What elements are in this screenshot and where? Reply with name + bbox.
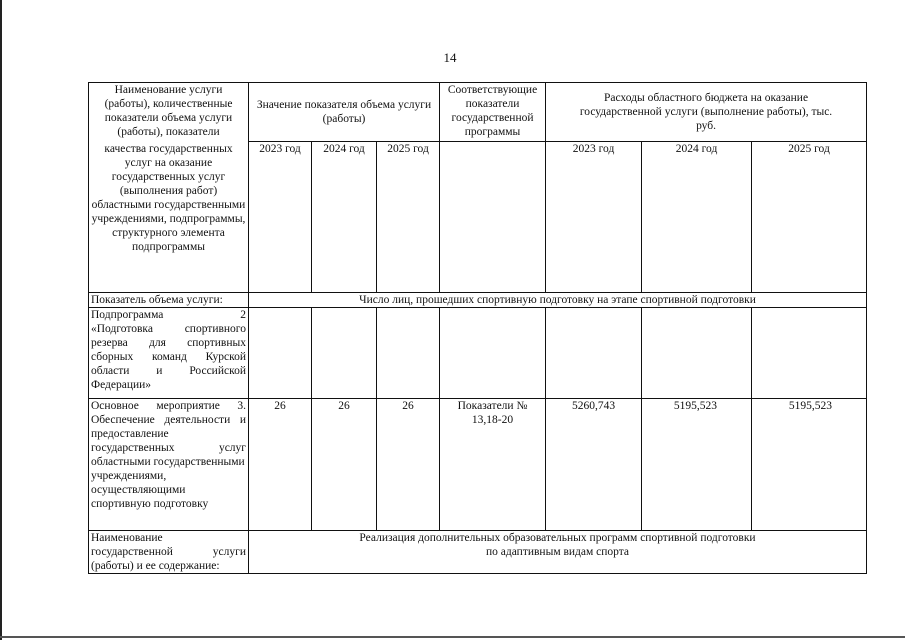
volume-indicator-label: Показатель объема услуги: [89,293,249,308]
service-name-value-line1: Реализация дополнительных образовательных программ спортивной подготовки [359,532,756,544]
years-row [89,142,867,293]
main-event-value-2024: 26 [312,399,377,531]
main-event-title-justified: Основное мероприятие 3. Обеспечение деятельности и предоставление государственных услуг [91,400,246,454]
empty-cell [752,308,867,399]
year-value-2025: 2025 год [377,142,440,293]
header-expenses: Расходы областного бюджета на оказание государственной услуги (выполнение работы), тыс. руб. [546,83,867,142]
empty-cell [440,142,546,293]
page-number: 14 [443,50,457,65]
subprogram-line1: Подпрограмма 2 [91,309,246,321]
main-event-expense-2023: 5260,743 [546,399,642,531]
header-row [89,83,867,142]
main-event-cell [89,399,249,531]
scan-bottom-edge [0,636,905,638]
year-expense-2024: 2024 год [642,142,752,293]
header-service-name-top: Наименование услуги (работы), количественные показатели объема услуги (работы), показатели [89,83,249,142]
subprogram-cell [89,308,249,399]
main-event-title-rest: областными государственными учреждениями, осуществляющими спортивную подготовку [91,456,245,510]
main-event-value-2023: 26 [249,399,312,531]
year-value-2024: 2024 год [312,142,377,293]
main-event-indicators: Показатели № 13,18-20 [440,399,546,531]
service-name-label-justified: Наименование государственной услуги [91,532,246,558]
main-event-row [89,399,867,531]
volume-indicator-value: Число лиц, прошедших спортивную подготовку на этапе спортивной подготовки [249,293,867,308]
header-indicator-value: Значение показателя объема услуги (работы) [249,83,440,142]
empty-cell [546,308,642,399]
volume-indicator-row [89,293,867,308]
header-service-name-bottom: качества государственных услуг на оказание государственных услуг (выполнения работ) областными государственными учреждениями, подпрограммы, структурного элемента подпрограммы [89,142,249,293]
main-event-value-2025: 26 [377,399,440,531]
budget-table [88,82,867,574]
year-expense-2025: 2025 год [752,142,867,293]
empty-cell [642,308,752,399]
service-name-label-rest: (работы) и ее содержание: [91,560,220,572]
service-name-value-line2: по адаптивным видам спорта [485,546,630,558]
year-value-2023: 2023 год [249,142,312,293]
main-event-expense-2024: 5195,523 [642,399,752,531]
subprogram-line2: «Подготовка спортивного резерва для спортивных сборных команд Курской области и Российской [91,323,246,377]
empty-cell [312,308,377,399]
subprogram-line3: Федерации» [91,379,152,391]
main-event-expense-2025: 5195,523 [752,399,867,531]
empty-cell [440,308,546,399]
service-name-row [89,531,867,574]
scan-left-edge [0,0,2,640]
header-program-indicators: Соответствующие показатели государственной программы [440,83,546,142]
empty-cell [377,308,440,399]
empty-cell [249,308,312,399]
service-name-value-cell [249,531,867,574]
subprogram-row [89,308,867,399]
year-expense-2023: 2023 год [546,142,642,293]
service-name-label-cell [89,531,249,574]
